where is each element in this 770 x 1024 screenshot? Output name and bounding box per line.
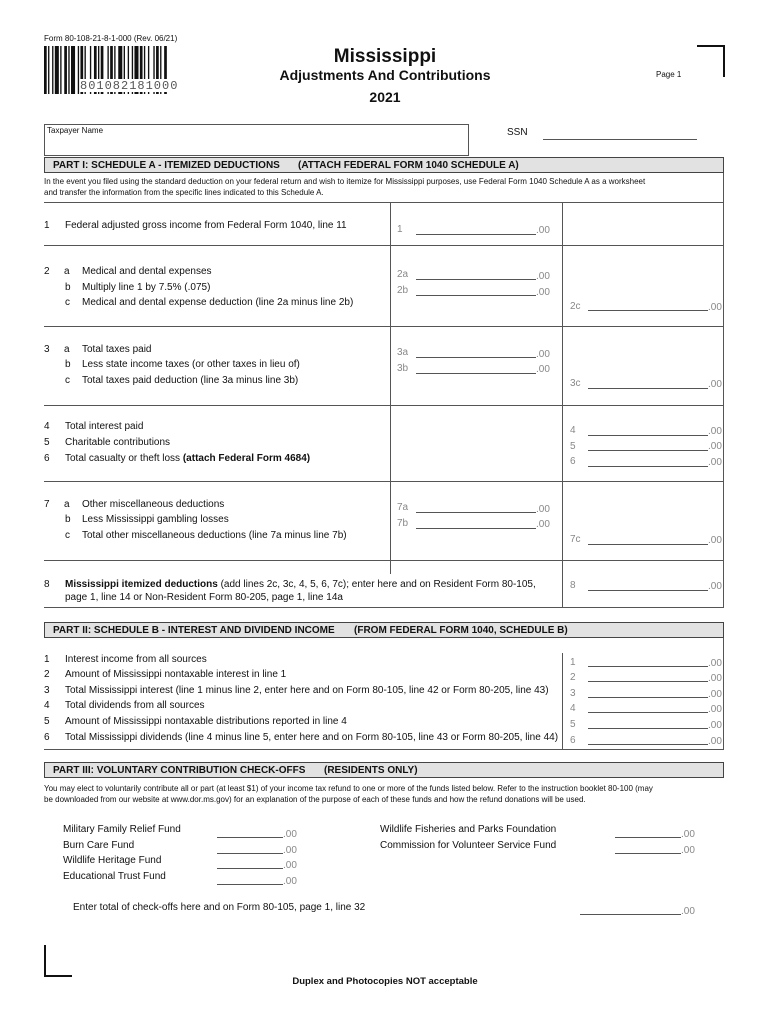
part2-line2-number: 2 — [44, 669, 50, 680]
fund-wildlife-heritage-fund-cents: .00 — [283, 860, 297, 871]
part2-subtitle: (FROM FEDERAL FORM 1040, SCHEDULE B) — [354, 625, 568, 636]
line2a-text: Medical and dental expenses — [82, 266, 212, 277]
fund-commission-for-volunteer-service-fund-label: Commission for Volunteer Service Fund — [380, 840, 557, 851]
form-title: Adjustments And Contributions — [279, 67, 491, 83]
part2-line3-box-label: 3 — [570, 688, 576, 699]
fund-burn-care-fund-cents: .00 — [283, 845, 297, 856]
line4-field[interactable] — [588, 435, 708, 436]
line2a-box-label: 2a — [397, 269, 409, 280]
line7a-field[interactable] — [416, 512, 536, 513]
line8-number: 8 — [44, 579, 50, 590]
part2-line2-text: Amount of Mississippi nontaxable interest in line 1 — [65, 669, 287, 680]
part2-line3-number: 3 — [44, 685, 50, 696]
line6-field[interactable] — [588, 466, 708, 467]
part2-line2-box-label: 2 — [570, 672, 576, 683]
line3c-field[interactable] — [588, 388, 708, 389]
line3-number: 3 — [44, 344, 50, 355]
part2-line6-box-label: 6 — [570, 735, 576, 746]
part3-intro-line2: be downloaded from our website at www.dor.ms.gov) for an explanation of the purpose of each of these funds and how the refund donations will be used. — [44, 795, 586, 804]
line2c-box-label: 2c — [570, 301, 581, 312]
line8-text-line2: page 1, line 14 or Non-Resident Form 80-205, page 1, line 14a — [65, 592, 343, 603]
line5-cents: .00 — [708, 441, 722, 452]
fund-wildlife-heritage-fund-field[interactable] — [217, 868, 283, 869]
part2-line4-number: 4 — [44, 700, 50, 711]
fund-educational-trust-fund-cents: .00 — [283, 876, 297, 887]
line1-cents: .00 — [536, 225, 550, 236]
part3-title: PART III: VOLUNTARY CONTRIBUTION CHECK-OFFS — [53, 765, 306, 776]
line3b-field[interactable] — [416, 373, 536, 374]
line7c-text: Total other miscellaneous deductions (line 7a minus line 7b) — [82, 530, 347, 541]
line7b-cents: .00 — [536, 519, 550, 530]
part2-line2-field[interactable] — [588, 681, 708, 682]
line8-box-label: 8 — [570, 580, 576, 591]
line7c-letter: c — [65, 530, 70, 541]
line3b-text: Less state income taxes (or other taxes in lieu of) — [82, 359, 300, 370]
part3-intro-line1: You may elect to voluntarily contribute all or part (at least $1) of your income tax refund to one or more of the funds listed below. Refer to the instruction booklet 80-100 (may — [44, 784, 653, 793]
footer-notice: Duplex and Photocopies NOT acceptable — [292, 976, 478, 987]
line3c-box-label: 3c — [570, 378, 581, 389]
line8-cents: .00 — [708, 581, 722, 592]
part2-line3-field[interactable] — [588, 697, 708, 698]
line2b-text: Multiply line 1 by 7.5% (.075) — [82, 282, 211, 293]
line2a-cents: .00 — [536, 271, 550, 282]
line4-box-label: 4 — [570, 425, 576, 436]
line8-text-line1: Mississippi itemized deductions (add lines 2c, 3c, 4, 5, 6, 7c); enter here and on Resident Form 80-105, — [65, 579, 536, 590]
line3b-letter: b — [65, 359, 71, 370]
part1-intro-line1: In the event you filed using the standard deduction on your federal return and wish to itemize for Mississippi purposes, use Federal Form 1040 Schedule A as a worksheet — [44, 177, 646, 186]
line5-box-label: 5 — [570, 441, 576, 452]
part3-subtitle: (RESIDENTS ONLY) — [324, 765, 418, 776]
part1-title: PART I: SCHEDULE A - ITEMIZED DEDUCTIONS — [53, 160, 280, 171]
line2c-cents: .00 — [708, 302, 722, 313]
line3a-box-label: 3a — [397, 347, 409, 358]
line3a-field[interactable] — [416, 357, 536, 358]
checkoff-total-field[interactable] — [580, 914, 681, 915]
line2a-field[interactable] — [416, 279, 536, 280]
part2-line5-field[interactable] — [588, 728, 708, 729]
line7a-text: Other miscellaneous deductions — [82, 499, 225, 510]
line4-text: Total interest paid — [65, 421, 144, 432]
part2-line4-text: Total dividends from all sources — [65, 700, 205, 711]
part2-line6-field[interactable] — [588, 744, 708, 745]
part2-line6-text: Total Mississippi dividends (line 4 minus line 5, enter here and on Form 80-105, line 43 or Form 80-205, line 44) — [65, 732, 559, 743]
line2c-field[interactable] — [588, 310, 708, 311]
part2-line5-box-label: 5 — [570, 719, 576, 730]
part2-line3-cents: .00 — [708, 689, 722, 700]
part2-line1-number: 1 — [44, 654, 50, 665]
line2c-text: Medical and dental expense deduction (line 2a minus line 2b) — [82, 297, 354, 308]
part1-intro-line2: and transfer the information from the specific lines indicated to this Schedule A. — [44, 188, 324, 197]
line2b-letter: b — [65, 282, 71, 293]
fund-wildlife-fisheries-and-parks-foundation-cents: .00 — [681, 829, 695, 840]
ssn-field[interactable] — [543, 139, 697, 140]
barcode-number: 801082181000 — [80, 79, 208, 92]
line7a-box-label: 7a — [397, 502, 409, 513]
line3b-box-label: 3b — [397, 363, 409, 374]
fund-commission-for-volunteer-service-fund-cents: .00 — [681, 845, 695, 856]
line6-number: 6 — [44, 453, 50, 464]
checkoff-total-cents: .00 — [681, 906, 695, 917]
form-number: Form 80-108-21-8-1-000 (Rev. 06/21) — [44, 34, 178, 43]
part1-header — [44, 157, 724, 173]
part1-subtitle: (ATTACH FEDERAL FORM 1040 SCHEDULE A) — [298, 160, 519, 171]
line3c-letter: c — [65, 375, 70, 386]
line2b-field[interactable] — [416, 295, 536, 296]
part2-line6-number: 6 — [44, 732, 50, 743]
line5-field[interactable] — [588, 450, 708, 451]
part2-line6-cents: .00 — [708, 736, 722, 747]
part2-line1-field[interactable] — [588, 666, 708, 667]
line3a-text: Total taxes paid — [82, 344, 152, 355]
line2b-cents: .00 — [536, 287, 550, 298]
line7-number: 7 — [44, 499, 50, 510]
line7b-field[interactable] — [416, 528, 536, 529]
fund-military-family-relief-fund-label: Military Family Relief Fund — [63, 824, 181, 835]
checkoff-total-text: Enter total of check-offs here and on Form 80-105, page 1, line 32 — [73, 902, 366, 913]
part2-line1-text: Interest income from all sources — [65, 654, 207, 665]
line4-cents: .00 — [708, 426, 722, 437]
fund-wildlife-fisheries-and-parks-foundation-field[interactable] — [615, 837, 681, 838]
line7c-cents: .00 — [708, 535, 722, 546]
part2-line5-text: Amount of Mississippi nontaxable distributions reported in line 4 — [65, 716, 347, 727]
part2-line5-number: 5 — [44, 716, 50, 727]
line2-number: 2 — [44, 266, 50, 277]
part2-line2-cents: .00 — [708, 673, 722, 684]
line7b-letter: b — [65, 514, 71, 525]
line8-field[interactable] — [588, 590, 708, 591]
part2-line1-cents: .00 — [708, 658, 722, 669]
corner-mark-bottom-left — [44, 945, 72, 977]
line3c-text: Total taxes paid deduction (line 3a minus line 3b) — [82, 375, 299, 386]
line2c-letter: c — [65, 297, 70, 308]
line4-number: 4 — [44, 421, 50, 432]
line7c-field[interactable] — [588, 544, 708, 545]
line1-number: 1 — [44, 220, 50, 231]
line5-text: Charitable contributions — [65, 437, 171, 448]
line3a-cents: .00 — [536, 349, 550, 360]
fund-burn-care-fund-label: Burn Care Fund — [63, 840, 135, 851]
part2-line1-box-label: 1 — [570, 657, 576, 668]
page-number: Page 1 — [656, 70, 682, 79]
fund-wildlife-heritage-fund-label: Wildlife Heritage Fund — [63, 855, 162, 866]
fund-educational-trust-fund-field[interactable] — [217, 884, 283, 885]
taxpayer-name-field[interactable] — [44, 124, 469, 156]
state-title: Mississippi — [333, 46, 437, 67]
fund-commission-for-volunteer-service-fund-field[interactable] — [615, 853, 681, 854]
line6-text: Total casualty or theft loss (attach Federal Form 4684) — [65, 453, 311, 464]
line1-field[interactable] — [416, 234, 536, 235]
line1-box-label: 1 — [397, 224, 403, 235]
line7b-text: Less Mississippi gambling losses — [82, 514, 229, 525]
line5-number: 5 — [44, 437, 50, 448]
line7b-box-label: 7b — [397, 518, 409, 529]
fund-military-family-relief-fund-field[interactable] — [217, 837, 283, 838]
fund-wildlife-fisheries-and-parks-foundation-label: Wildlife Fisheries and Parks Foundation — [380, 824, 557, 835]
part2-line5-cents: .00 — [708, 720, 722, 731]
fund-educational-trust-fund-label: Educational Trust Fund — [63, 871, 166, 882]
line1-text: Federal adjusted gross income from Federal Form 1040, line 11 — [65, 220, 347, 231]
line7a-letter: a — [64, 499, 70, 510]
part3-header — [44, 762, 724, 778]
ssn-label: SSN — [507, 127, 528, 138]
part2-line3-text: Total Mississippi interest (line 1 minus line 2, enter here and on Form 80-105, line 42 or Form 80-205, line 43) — [65, 685, 549, 696]
line6-cents: .00 — [708, 457, 722, 468]
line3a-letter: a — [64, 344, 70, 355]
line7a-cents: .00 — [536, 504, 550, 515]
line7c-box-label: 7c — [570, 534, 581, 545]
line3c-cents: .00 — [708, 379, 722, 390]
part2-header — [44, 622, 724, 638]
part2-line4-field[interactable] — [588, 712, 708, 713]
tax-year: 2021 — [369, 89, 401, 105]
line6-box-label: 6 — [570, 456, 576, 467]
part2-line4-cents: .00 — [708, 704, 722, 715]
line3b-cents: .00 — [536, 364, 550, 375]
fund-burn-care-fund-field[interactable] — [217, 853, 283, 854]
part2-title: PART II: SCHEDULE B - INTEREST AND DIVIDEND INCOME — [53, 625, 335, 636]
line2a-letter: a — [64, 266, 70, 277]
part2-line4-box-label: 4 — [570, 703, 576, 714]
fund-military-family-relief-fund-cents: .00 — [283, 829, 297, 840]
corner-mark-top-right — [697, 45, 725, 77]
line2b-box-label: 2b — [397, 285, 409, 296]
taxpayer-name-label: Taxpayer Name — [47, 126, 104, 135]
